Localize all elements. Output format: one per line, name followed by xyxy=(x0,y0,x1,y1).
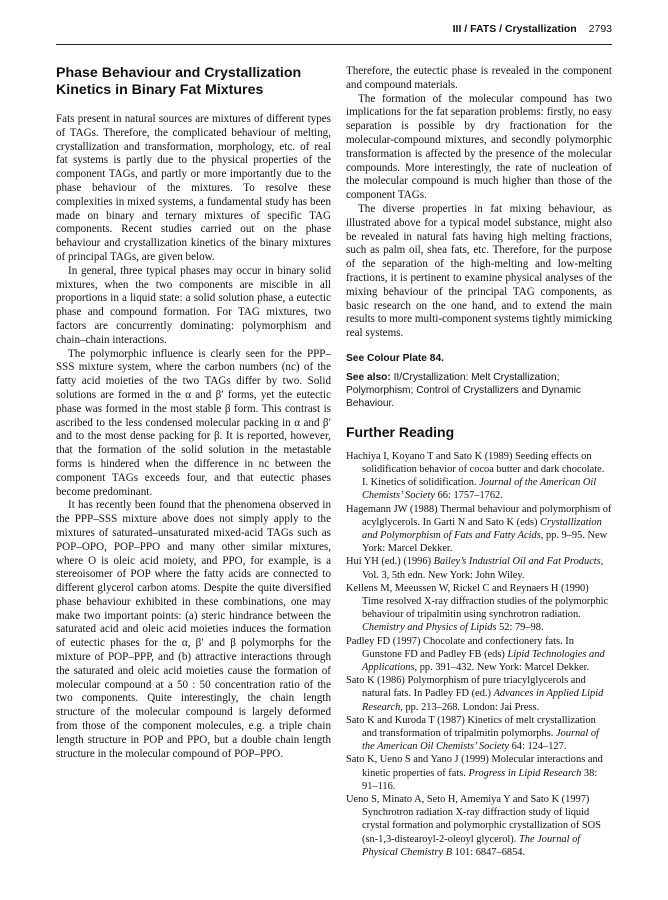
paragraph: Therefore, the eutectic phase is revealed in the component and compound materials. xyxy=(346,65,612,91)
reference-item xyxy=(346,503,612,556)
right-column xyxy=(346,65,612,859)
reference-text: , pp. 9–95. New York: Marcel Dekker. xyxy=(362,529,608,555)
section-title: III / FATS / Crystallization xyxy=(452,23,577,35)
paragraph: The diverse properties in fat mixing behaviour, as illustrated above for a typical model substance, might also be revealed in natural fats having high melting fractions, such as palm oil, shea fats, etc. Therefore, for the purpose of the separation of the high-melting and low-melting fractions, it is pertinent to examine physical analyses of the mixing behaviour of the principal TAG components, as basic research on the one hand, and to extend the main results to more multi-component systems tightly mimicking real systems. xyxy=(346,202,612,340)
reference-item xyxy=(346,674,612,714)
reference-text: 66: 1757–1762. xyxy=(435,490,503,502)
reference-text: Hachiya I, Koyano T and Sato K (1989) Seeding effects on solidification behavior of cocoa butter and dark chocolate. I. Kinetics of solidification. xyxy=(346,450,605,489)
reference-item xyxy=(346,555,612,581)
reference-title: Progress in Lipid Research xyxy=(468,767,582,779)
paragraph: The polymorphic influence is clearly seen for the PPP–SSS mixture system, where the carbon numbers (nc) of the fatty acid moieties of the two TAGs differ by two. Solid solutions are formed in the α and β′ forms, yet the eutectic phase was formed in the most stable β form. This contrast is ascribed to the less condensed molecular packing in α and β′ and to the most dense packing for β. It is reported, however, that the formation of the solid solution in the metastable forms is hindered when the difference in nc between the component TAGs exceeds four, and that eutectic phases become predominant. xyxy=(56,347,331,498)
reference-title: Advances in Applied Lipid Research xyxy=(362,688,604,713)
reference-text: Sato K, Ueno S and Yano J (1999) Molecular interactions and kinetic properties of fats. xyxy=(346,754,603,779)
reference-item xyxy=(346,793,612,859)
paragraph: Fats present in natural sources are mixtures of different types of TAGs. Therefore, the complicated behaviour of melting, crystallization and transformation, morphology, etc. of real fat systems is partly due to the physical properties of the component TAGs, and partly or more importantly due to the phase behaviour of the mixtures. To resolve these complexities in mixed systems, a fundamental study has been made on binary and ternary mixtures of specific TAG components. Recent studies carried out on the phase behaviour and crystallization kinetics of the binary mixtures of principal TAGs, are given below. xyxy=(56,113,331,263)
reference-item xyxy=(346,714,612,754)
reference-text: 52: 79–98. xyxy=(496,622,544,634)
reference-text: 38: 91–116. xyxy=(362,767,598,792)
reference-title: Bailey’s Industrial Oil and Fat Products xyxy=(433,556,601,568)
paragraph: The formation of the molecular compound has two implications for the fat separation problems: firstly, no easy separation is possible by dry fractionation for the molecular-compound mixtures, and secondly polymorphic transformation is affected by the presence of the molecular compounds. More interestingly, the rate of nucleation of the molecular compound is much higher than those of the component TAGs. xyxy=(346,92,612,202)
reference-title: The Journal of Physical Chemistry B xyxy=(362,833,581,858)
reference-title: Chemistry and Physics of Lipids xyxy=(362,622,497,634)
reference-title: Journal of the American Oil Chemists’ Society xyxy=(362,728,599,753)
reference-text: Kellens M, Meeussen W, Rickel C and Reynaers H (1990) Time resolved X-ray diffraction studies of the polymorphic behaviour of tripalmitin using synchrotron radiation. xyxy=(346,582,609,621)
reference-text: Sato K and Kuroda T (1987) Kinetics of melt crystallization and transformation of tripalmitin polymorphs. xyxy=(346,714,596,739)
reference-text: Hui YH (ed.) (1996) xyxy=(346,556,434,568)
reference-title: Journal of the American Oil Chemists’ Society xyxy=(362,477,597,502)
reference-item xyxy=(346,753,612,793)
reference-item xyxy=(346,450,612,503)
see-also-label: See also: xyxy=(346,371,391,383)
reference-item xyxy=(346,582,612,635)
section-heading: Phase Behaviour and Crystallization Kinetics in Binary Fat Mixtures xyxy=(56,65,302,98)
reference-text: , pp. 213–268. London: Jai Press. xyxy=(400,701,540,713)
reference-text: , Vol. 3, 5th edn. New York: John Wiley. xyxy=(362,556,604,581)
reference-title: Crystallization and Polymorphism of Fats and Fatty Acids xyxy=(362,516,602,541)
see-also-links[interactable]: II/Crystallization: Melt Crystallization; Polymorphism; Control of Crystallizers and Dynamic Behaviour. xyxy=(346,371,581,409)
reference-text: 101: 6847–6854. xyxy=(452,846,526,858)
see-also-note xyxy=(346,371,612,410)
reference-title: Lipid Technologies and Applications xyxy=(362,648,605,673)
reference-text: Padley FD (1997) Chocolate and confectionery fats. In Gunstone FD and Padley FB (eds) xyxy=(346,635,574,660)
colour-plate-link[interactable]: See Colour Plate 84. xyxy=(346,352,444,364)
left-column xyxy=(56,65,331,761)
header-rule xyxy=(56,44,612,45)
paragraph: In general, three typical phases may occur in binary solid mixtures, when the two components are miscible in all proportions in a liquid state: a solid solution phase, a eutectic phase and compound formation. For TAG mixtures, two factors are concurrently dominating: polymorphism and chain–chain interactions. xyxy=(56,264,331,346)
running-head xyxy=(453,23,612,35)
paragraph: It has recently been found that the phenomena observed in the PPP–SSS mixture above does not simply apply to the mixtures of saturated–unsaturated mixed-acid TAGs such as POP–OPO, POP–PPO and many other similar mixtures, where O is oleic acid moiety, and PPO, for example, is a stereoisomer of POP where the fatty acids are connected to different glycerol carbon atoms. Despite the quite diversified phase behaviour exhibited in these combinations, one may make two important points: (a) steric hindrance between the saturated acid and oleic acid moieties induces the formation of eutectic phases for the α, β′ and β polymorphs for the mixture of POP–PPP, and (b) attractive interactions through the saturated and oleic acid moieties cause the formation of molecular compound at a 50 : 50 concentration ratio of the two components. Quite interestingly, the chain length structure of the molecular compound is largely deformed from those of the component molecules, e.g. a triple chain length structure in POP and PPO, but a double chain length structure in the molecular compound of POP–PPO. xyxy=(56,499,331,760)
page-number: 2793 xyxy=(588,23,612,35)
reference-text: Hagemann JW (1988) Thermal behaviour and polymorphism of acylglycerols. In Garti N and Sato K (eds) xyxy=(346,503,612,528)
reference-text: , pp. 391–432. New York: Marcel Dekker. xyxy=(414,661,590,673)
reference-text: Sato K (1986) Polymorphism of pure triacylglycerols and natural fats. In Padley FD (ed.) xyxy=(346,675,586,700)
reference-text: Ueno S, Minato A, Seto H, Amemiya Y and Sato K (1997) Synchrotron radiation X-ray diffraction study of liquid crystal formation and polymorphic crystallization of SOS (sn-1,3-distearoyl-2-oleoyl glycerol). xyxy=(346,794,601,845)
reference-text: 64: 124–127. xyxy=(508,741,567,753)
further-reading-heading: Further Reading xyxy=(346,423,455,440)
colour-plate-note xyxy=(346,352,612,365)
reference-list xyxy=(346,450,612,859)
reference-item xyxy=(346,635,612,675)
